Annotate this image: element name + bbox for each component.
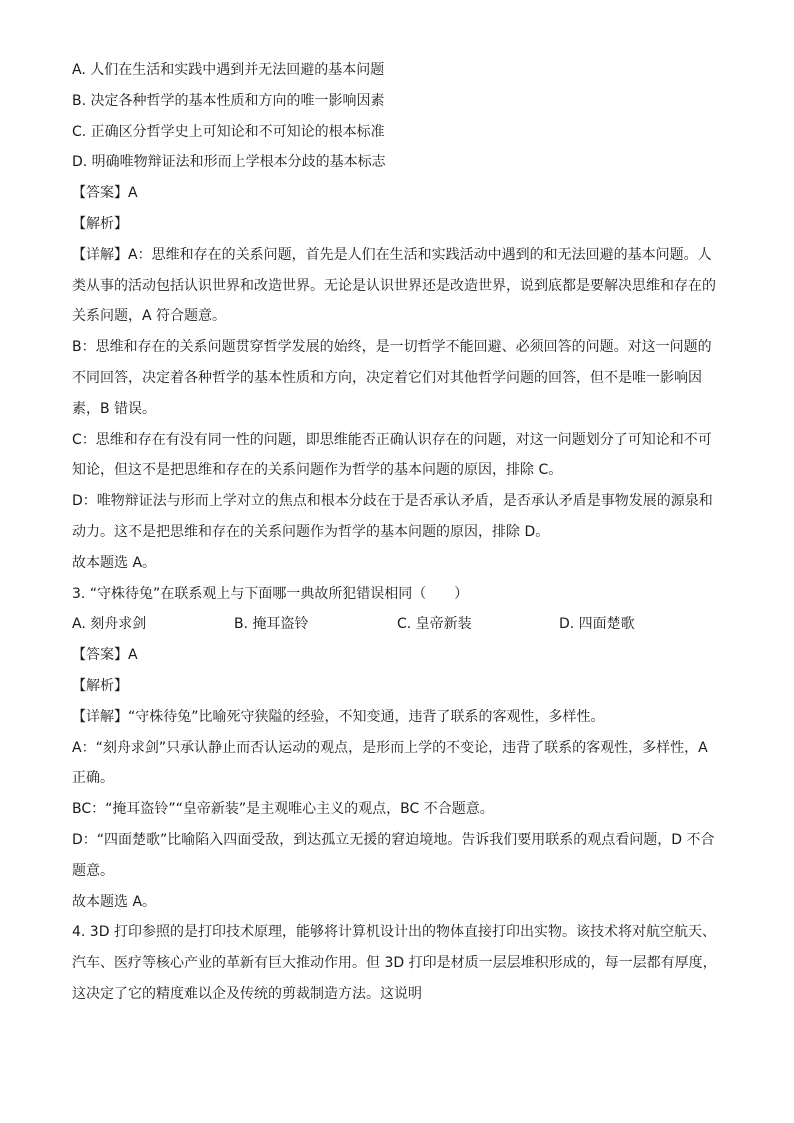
q3-option-d: D. 四面楚歌 [559, 616, 635, 633]
q3-options-row [72, 614, 722, 634]
q2-option-d: D. 明确唯物辩证法和形而上学根本分歧的基本标志 [72, 154, 386, 171]
q4-stem-line: 这决定了它的精度难以企及传统的剪裁制造方法。这说明 [72, 985, 422, 1002]
q2-detail-line: 不同回答，决定着各种哲学的基本性质和方向，决定着它们对其他哲学问题的回答，但不是唯一影响因 [72, 369, 702, 386]
q3-detail-line: 正确。 [72, 770, 114, 787]
q2-option-b: B. 决定各种哲学的基本性质和方向的唯一影响因素 [72, 92, 385, 109]
q2-analysis-label: 【解析】 [72, 215, 128, 232]
q3-answer: 【答案】A [72, 647, 138, 664]
q3-detail-line: A：“刻舟求剑”只承认静止而否认运动的观点，是形而上学的不变论，违背了联系的客观性，多样性，A [72, 739, 708, 756]
q2-detail-line: B：思维和存在的关系问题贯穿哲学发展的始终，是一切哲学不能回避、必须回答的问题。对这一问题的 [72, 339, 712, 356]
q2-option-c: C. 正确区分哲学史上可知论和不可知论的根本标准 [72, 123, 385, 140]
q3-detail-line: D：“四面楚歌”比喻陷入四面受敌，到达孤立无援的窘迫境地。告诉我们要用联系的观点看问题，D 不合 [72, 831, 715, 848]
q3-conclusion: 故本题选 A。 [72, 893, 157, 910]
q2-detail-line: C：思维和存在有没有同一性的问题，即思维能否正确认识存在的问题，对这一问题划分了可知论和不可 [72, 431, 712, 448]
q2-conclusion: 故本题选 A。 [72, 554, 157, 571]
q3-analysis-label: 【解析】 [72, 677, 128, 694]
q4-stem-line: 4. 3D 打印参照的是打印技术原理，能够将计算机设计出的物体直接打印出实物。该技术将对航空航天、 [72, 924, 716, 941]
q3-detail-line: 【详解】“守株待兔”比喻死守狭隘的经验，不知变通，违背了联系的客观性，多样性。 [72, 708, 605, 725]
q2-detail-line: 类从事的活动包括认识世界和改造世界。无论是认识世界还是改造世界，说到底都是要解决思维和存在的 [72, 277, 716, 294]
q2-detail-line: 知论，但这不是把思维和存在的关系问题作为哲学的基本问题的原因，排除 C。 [72, 462, 563, 479]
q2-detail-line: 【详解】A：思维和存在的关系问题，首先是人们在生活和实践活动中遇到的和无法回避的基本问题。人 [72, 246, 712, 263]
q3-option-a: A. 刻舟求剑 [72, 616, 147, 633]
q2-detail-line: D：唯物辩证法与形而上学对立的焦点和根本分歧在于是否承认矛盾，是否承认矛盾是事物发展的源泉和 [72, 493, 713, 510]
q3-option-c: C. 皇帝新装 [397, 616, 472, 633]
q2-answer: 【答案】A [72, 185, 138, 202]
q2-option-a: A. 人们在生活和实践中遇到并无法回避的基本问题 [72, 62, 385, 78]
q4-stem-line: 汽车、医疗等核心产业的革新有巨大推动作用。但 3D 打印是材质一层层堆积形成的，每一层都有厚度， [72, 955, 717, 972]
q3-stem: 3. “守株待兔”在联系观上与下面哪一典故所犯错误相同（ ） [72, 585, 469, 602]
q3-option-b: B. 掩耳盗铃 [234, 616, 309, 633]
q3-detail-line: 题意。 [72, 862, 114, 879]
q2-detail-line: 动力。这不是把思维和存在的关系问题作为哲学的基本问题的原因，排除 D。 [72, 523, 550, 540]
q2-detail-line: 素，B 错误。 [72, 400, 157, 417]
q3-detail-line: BC：“掩耳盗铃”“皇帝新装”是主观唯心主义的观点，BC 不合题意。 [72, 801, 494, 818]
q2-detail-line: 关系问题，A 符合题意。 [72, 308, 227, 325]
document-page [72, 60, 722, 1015]
